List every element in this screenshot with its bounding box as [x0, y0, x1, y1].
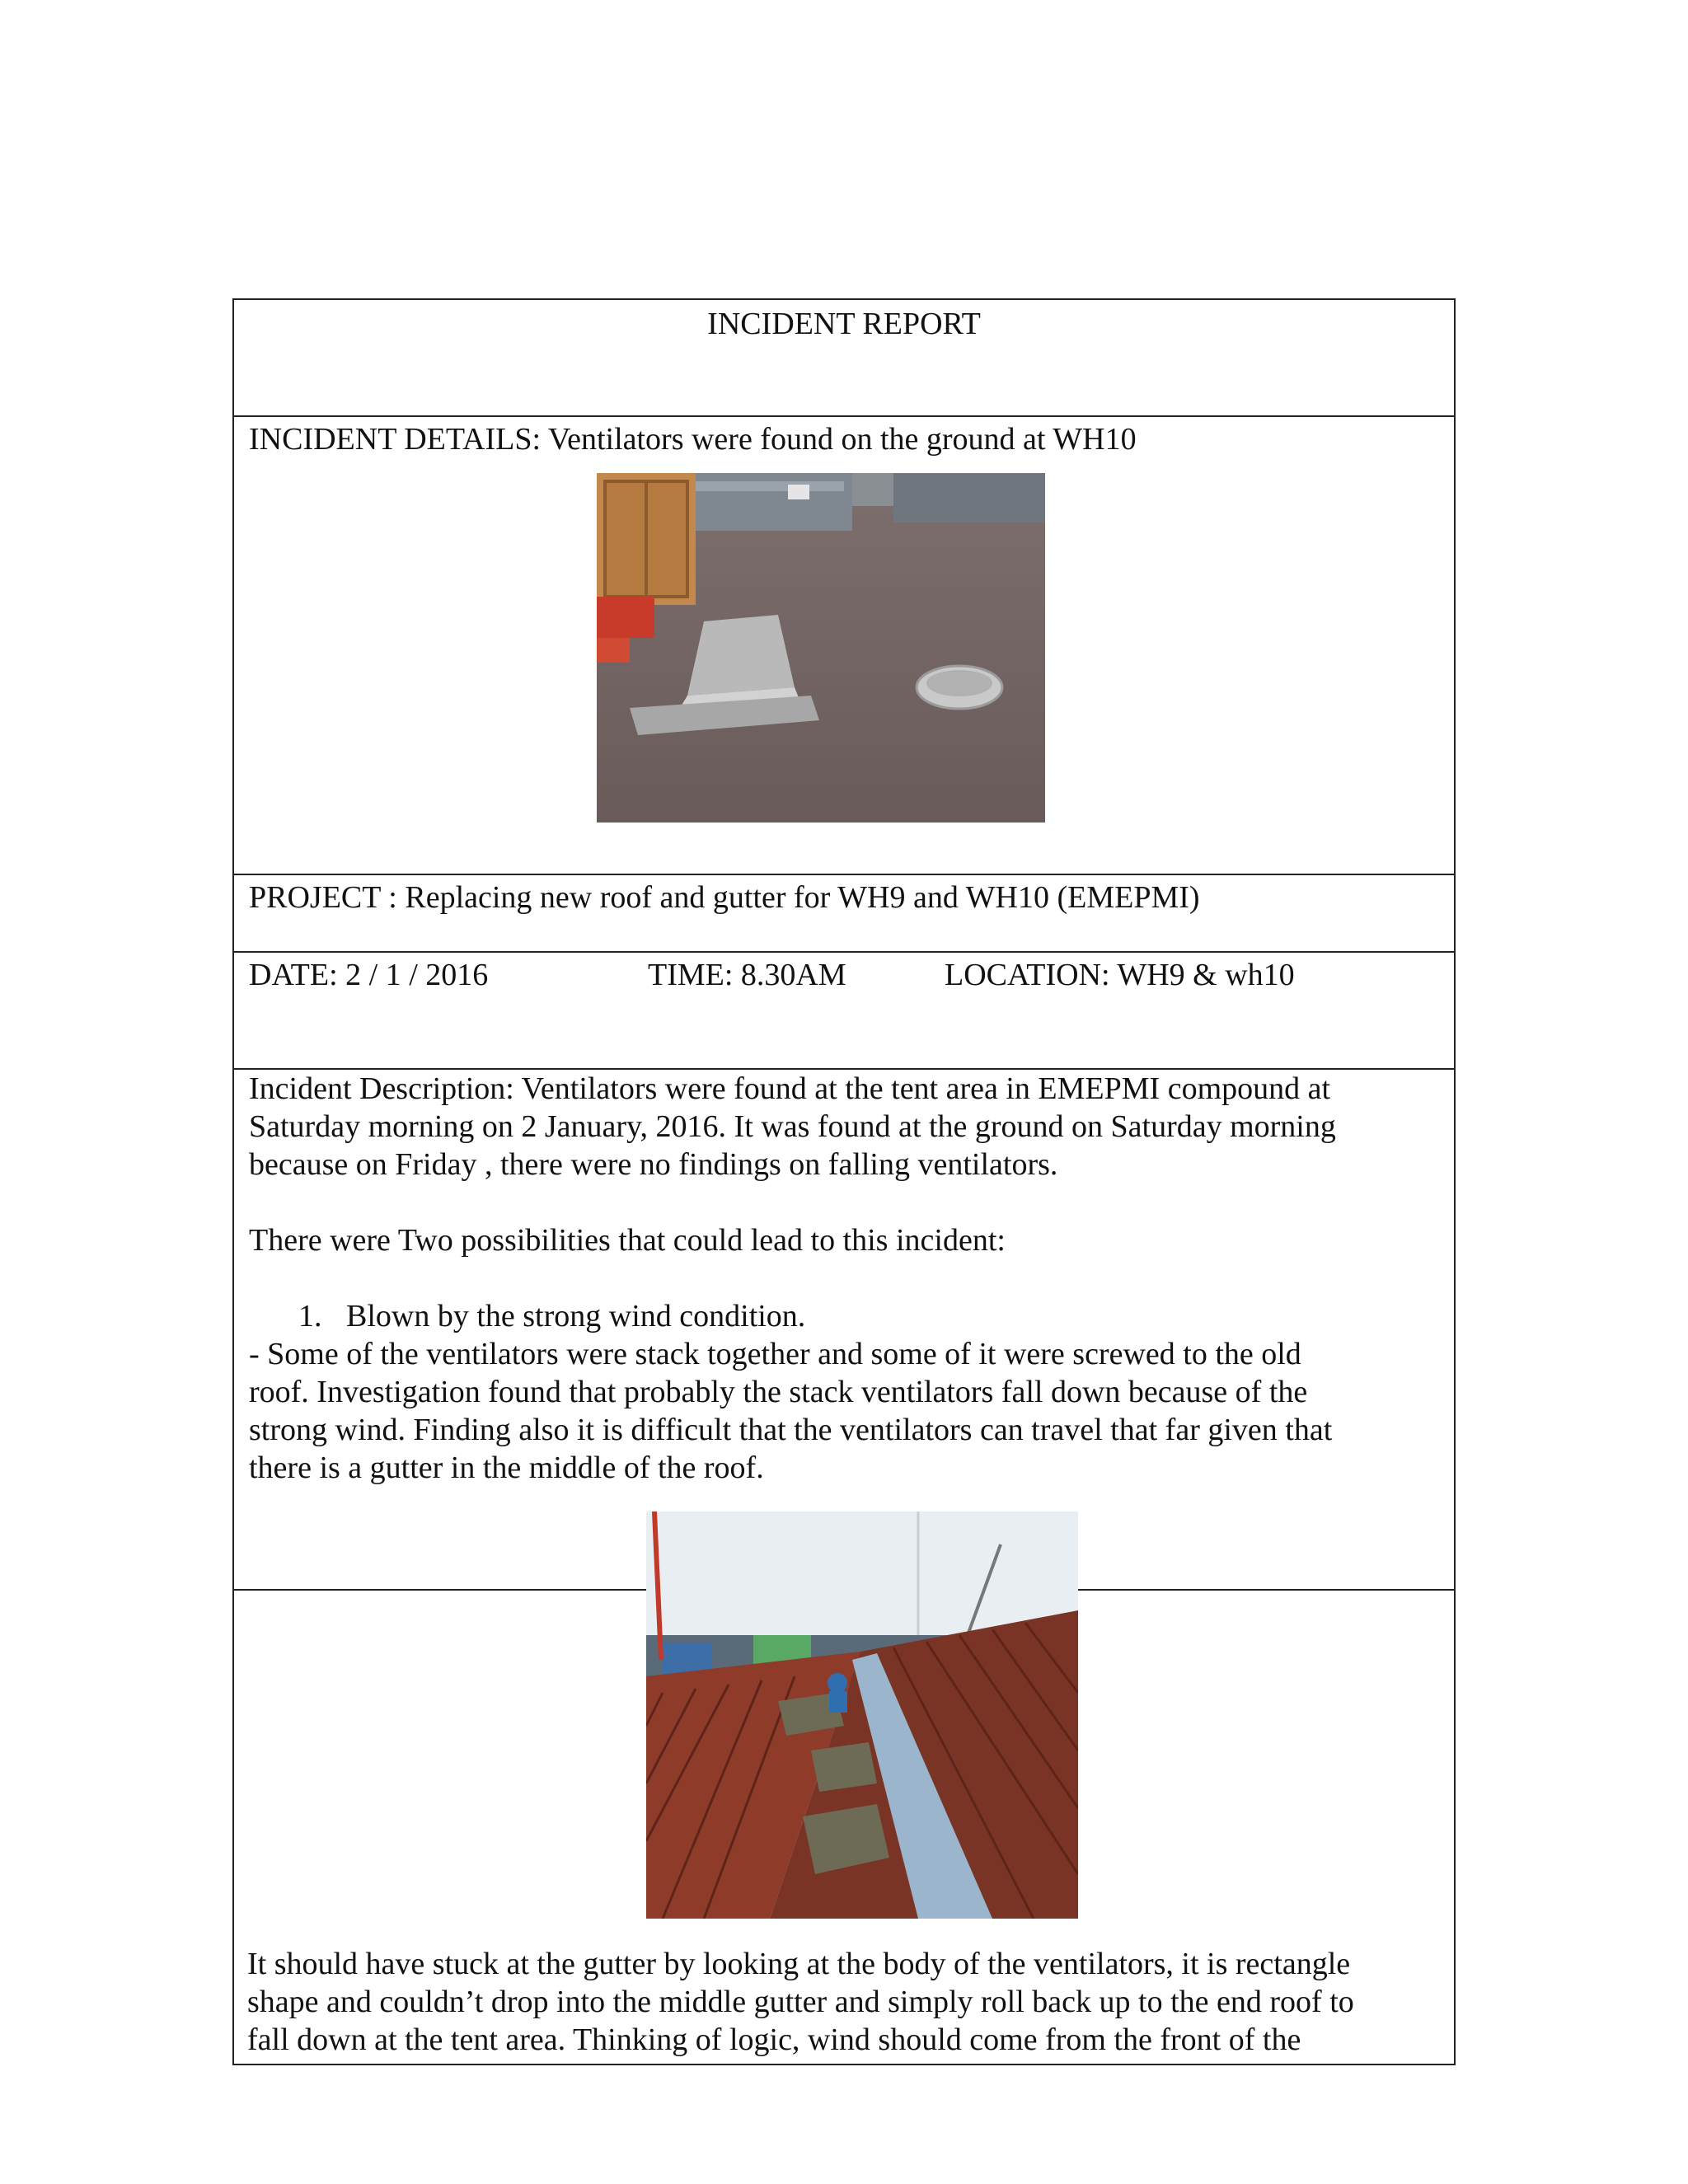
title-row — [234, 300, 1454, 417]
list-number: 1. — [298, 1299, 322, 1333]
ventilators-on-ground-photo — [597, 473, 1045, 823]
incident-report-table — [232, 298, 1456, 1591]
project-row — [234, 875, 1454, 953]
incident-details-row — [234, 417, 1454, 875]
report-title: INCIDENT REPORT — [707, 307, 981, 341]
date-text: DATE: 2 / 1 / 2016 — [249, 958, 489, 992]
table-frame-extension — [232, 1589, 1456, 2065]
time-text: TIME: 8.30AM — [648, 958, 846, 992]
date-time-location-row — [234, 953, 1454, 1070]
project-text: PROJECT : Replacing new roof and gutter for WH9 and WH10 (EMEPMI) — [249, 880, 1200, 915]
possibilities-intro: There were Two possibilities that could lead to this incident: — [249, 1223, 1006, 1258]
incident-details-text: INCIDENT DETAILS: Ventilators were found on the ground at WH10 — [249, 422, 1137, 457]
finding-line-3: strong wind. Finding also it is difficult that the ventilators can travel that far given that — [249, 1413, 1333, 1447]
description-line-3: because on Friday , there were no findings on falling ventilators. — [249, 1147, 1058, 1182]
description-line-1: Incident Description: Ventilators were found at the tent area in EMEPMI compound at — [249, 1071, 1331, 1106]
conclusion-line-1: It should have stuck at the gutter by looking at the body of the ventilators, it is rectangle — [247, 1947, 1351, 1981]
finding-line-2: roof. Investigation found that probably the stack ventilators fall down because of the — [249, 1375, 1308, 1409]
possibility-list-item — [298, 1297, 805, 1335]
finding-line-4: there is a gutter in the middle of the roof. — [249, 1451, 764, 1485]
description-line-2: Saturday morning on 2 January, 2016. It was found at the ground on Saturday morning — [249, 1109, 1336, 1144]
conclusion-line-3: fall down at the tent area. Thinking of logic, wind should come from the front of the — [247, 2022, 1301, 2057]
conclusion-line-2: shape and couldn’t drop into the middle gutter and simply roll back up to the end roof to — [247, 1985, 1354, 2019]
finding-line-1: - Some of the ventilators were stack together and some of it were screwed to the old — [249, 1337, 1301, 1371]
list-item-text: Blown by the strong wind condition. — [346, 1299, 806, 1333]
location-text: LOCATION: WH9 & wh10 — [945, 958, 1295, 992]
